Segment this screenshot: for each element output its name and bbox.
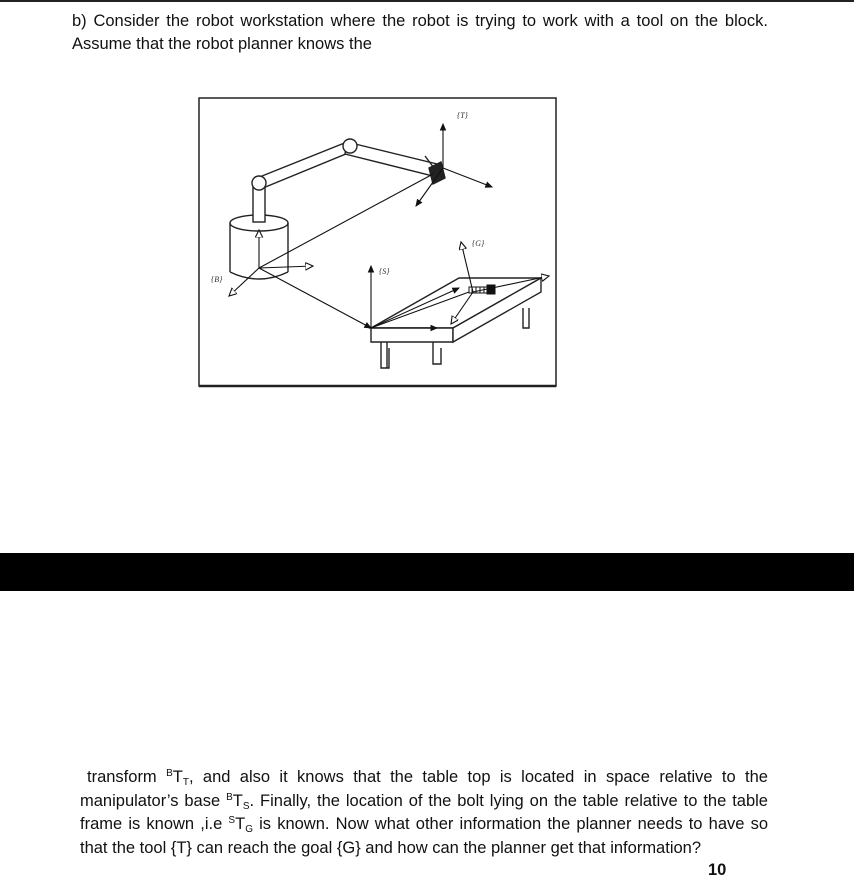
question-marks: 10 [708,861,727,879]
top-rule [0,0,854,2]
station-frame-label: {S} [379,267,390,276]
tool-frame-label: {T} [457,111,468,120]
transform-b-t-t: $^BT_T$ [166,768,189,788]
redaction-band [0,553,854,591]
table [371,278,541,368]
base-frame-x-axis [259,266,313,268]
robot-elbow-joint [343,139,357,153]
base-to-station-vector [259,268,371,328]
robot-shoulder-joint [252,176,266,190]
tool-frame-x-axis [443,168,492,187]
goal-frame-label: {G} [472,239,485,248]
robot-post [253,186,265,222]
base-frame-label: {B} [211,275,223,284]
robot-upper-arm [257,142,353,188]
figure-border [199,98,556,386]
transform-s-t-g: $^ST_G$ [228,815,253,835]
base-frame-y-axis [229,268,259,296]
question-intro: b) Consider the robot workstation where the robot is trying to work with a tool on the block. Assume that the robot planner knows the [72,12,768,53]
robot-forearm [345,142,437,176]
transform-b-t-s: $^BT_S$ [226,791,250,812]
robot-workstation-figure [197,96,558,388]
question-body: transform $^BT_T$, and also it knows that the table top is located in space relative to the manipulator’s base $^BT_S$. Finally, the location of the bolt lying on the table relative to the table frame is known ,i.e $^ST_G$ is known. Now what other information the planner needs to have so that the tool {T} can reach the goal {G} and how can the planner get that information? [80,768,769,857]
